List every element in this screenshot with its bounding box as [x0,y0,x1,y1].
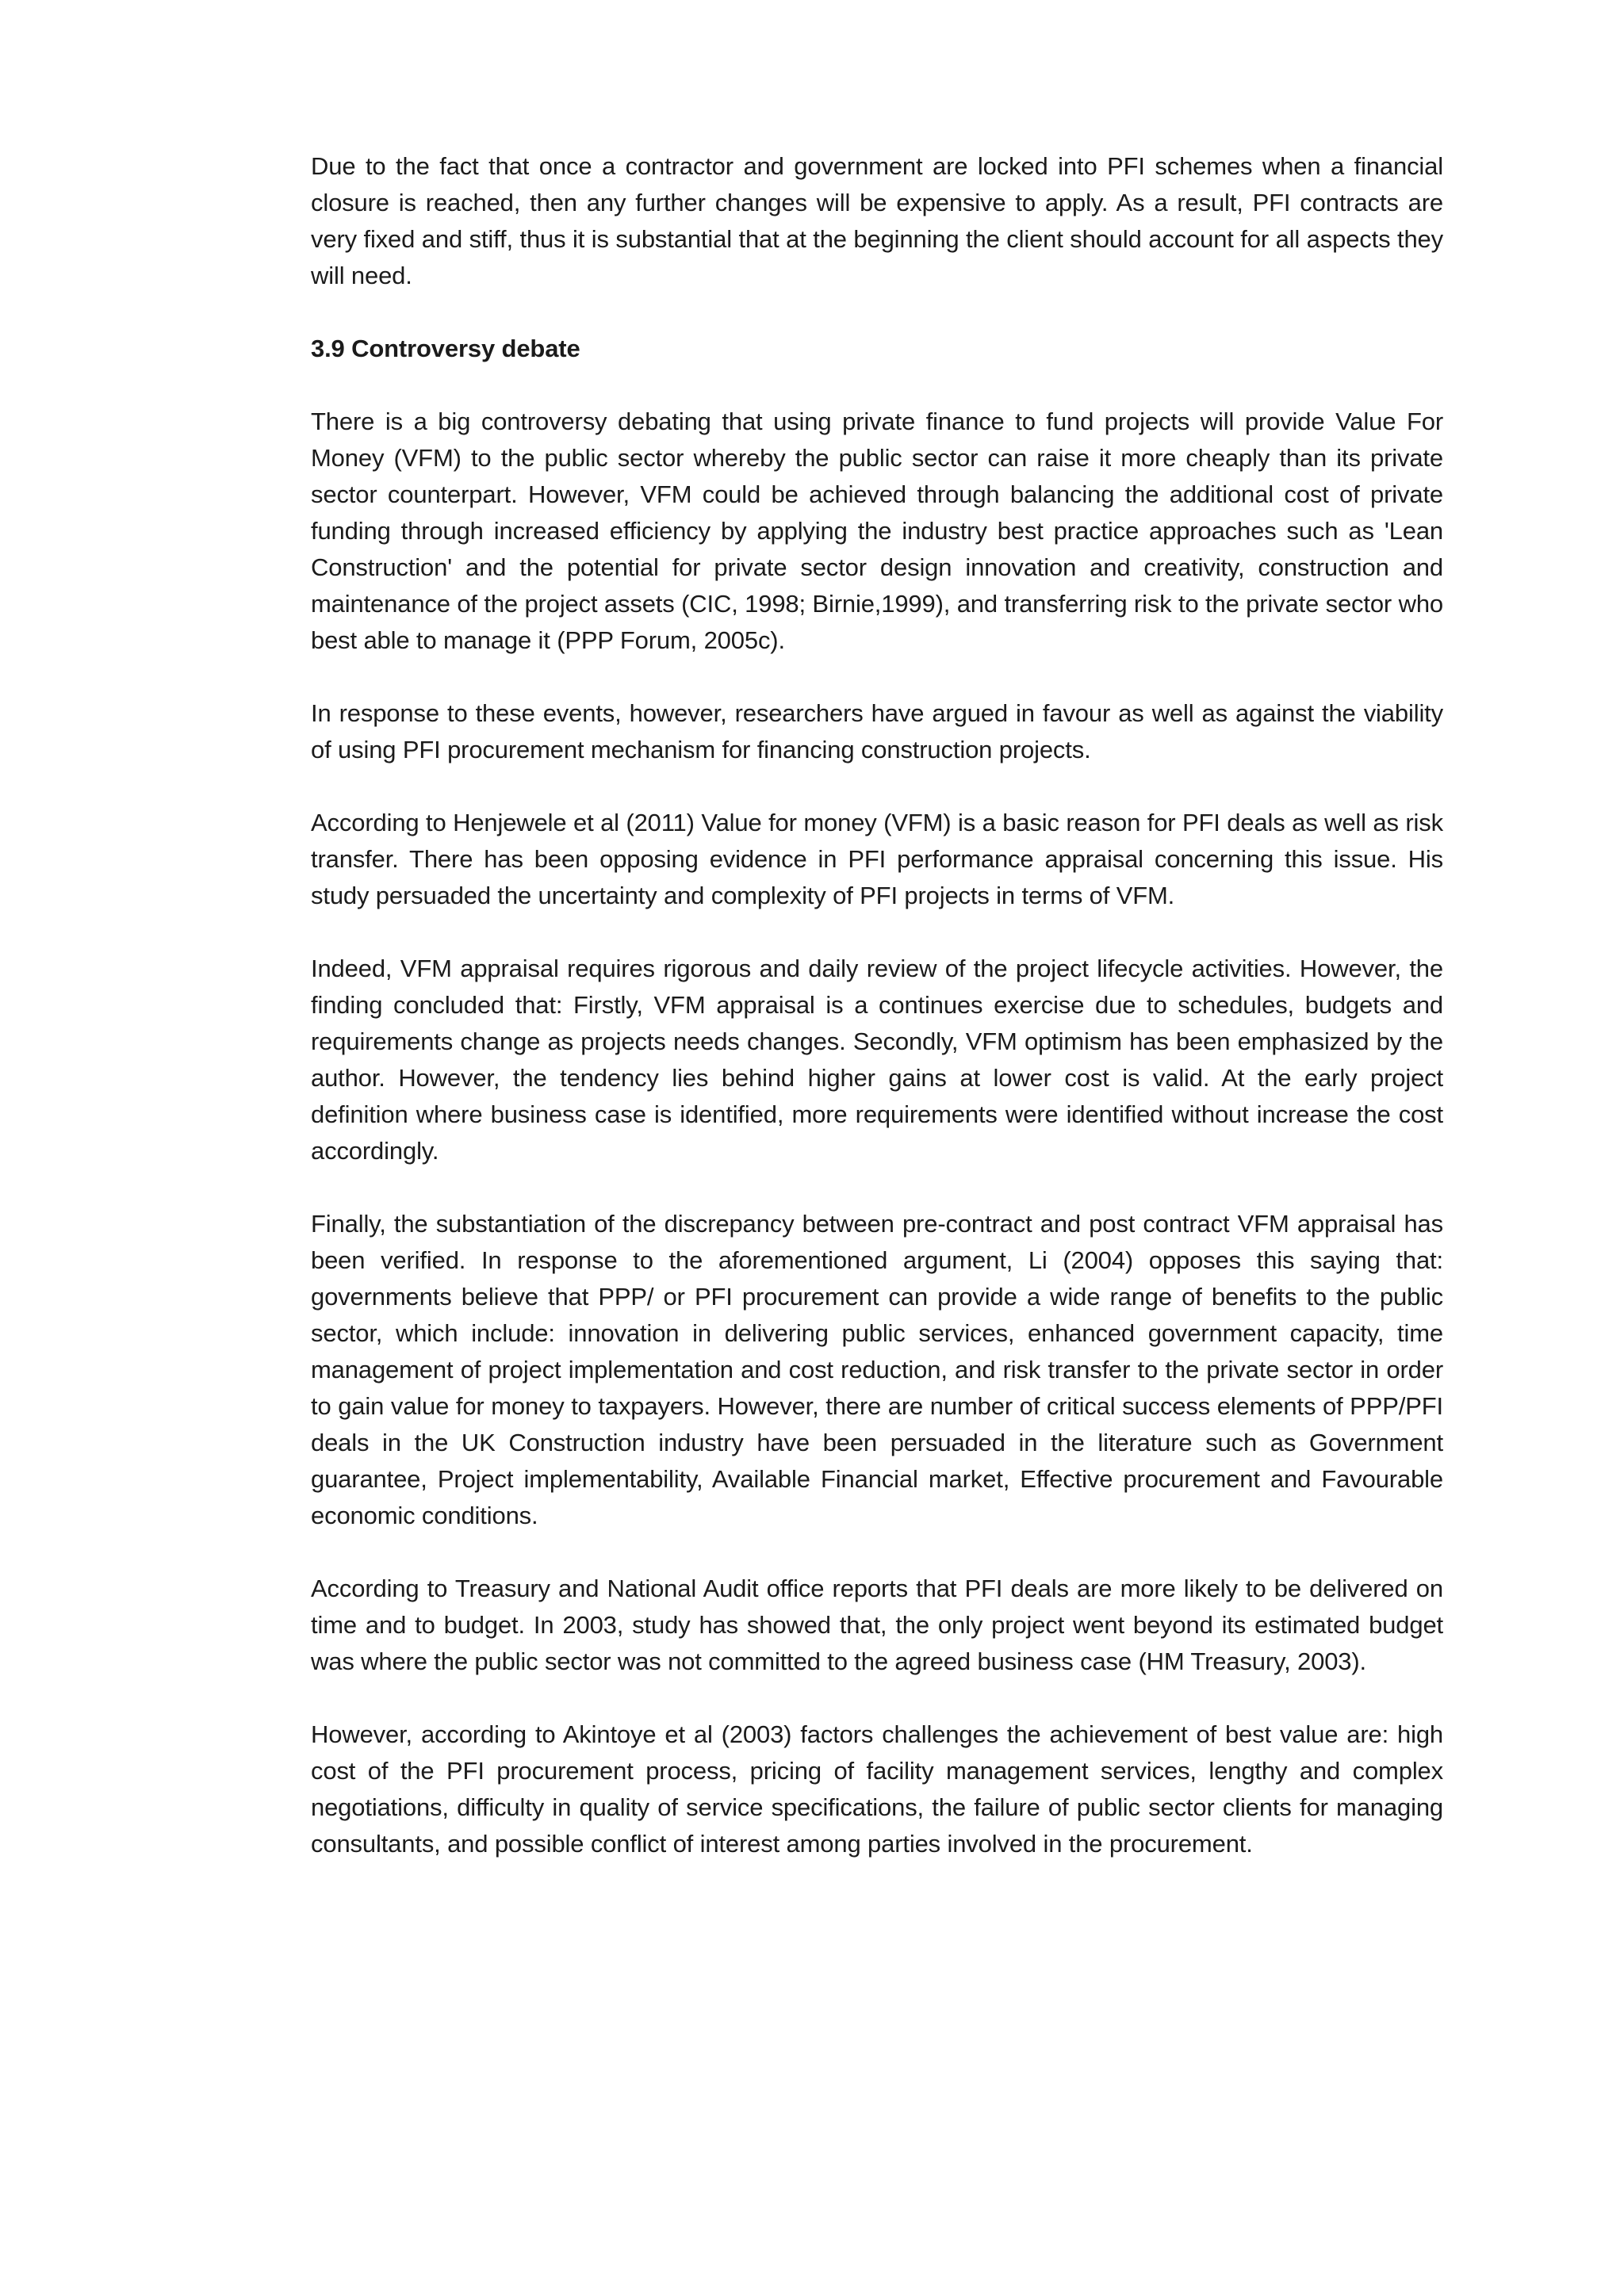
document-body [311,148,1443,1862]
body-paragraph: Indeed, VFM appraisal requires rigorous and daily review of the project lifecycle activities. However, the finding concluded that: Firstly, VFM appraisal is a continues exercise due to schedules, budgets and requirements change as projects needs changes. Secondly, VFM optimism has been emphasized by the author. However, the tendency lies behind higher gains at lower cost is valid. At the early project definition where business case is identified, more requirements were identified without increase the cost accordingly. [311,955,1443,1165]
body-paragraph: There is a big controversy debating that using private finance to fund projects will provide Value For Money (VFM) to the public sector whereby the public sector can raise it more cheaply than its private sector counterpart. However, VFM could be achieved through balancing the additional cost of private funding through increased efficiency by applying the industry best practice approaches such as 'Lean Construction' and the potential for private sector design innovation and creativity, construction and maintenance of the project assets (CIC, 1998; Birnie,1999), and transferring risk to the private sector who best able to manage it (PPP Forum, 2005c). [311,408,1443,654]
intro-paragraph: Due to the fact that once a contractor and government are locked into PFI schemes when a financial closure is reached, then any further changes will be expensive to apply. As a result, PFI contracts are very fixed and stiff, thus it is substantial that at the beginning the client should account for all aspects they will need. [311,152,1443,289]
body-paragraph: According to Treasury and National Audit office reports that PFI deals are more likely to be delivered on time and to budget. In 2003, study has showed that, the only project went beyond its estimated budget was where the public sector was not committed to the agreed business case (HM Treasury, 2003). [311,1575,1443,1675]
body-paragraph: Finally, the substantiation of the discrepancy between pre-contract and post contract VFM appraisal has been verified. In response to the aforementioned argument, Li (2004) opposes this saying that: governments believe that PPP/ or PFI procurement can provide a wide range of benefits to the public sector, which include: innovation in delivering public services, enhanced government capacity, time management of project implementation and cost reduction, and risk transfer to the private sector in order to gain value for money to taxpayers. However, there are number of critical success elements of PPP/PFI deals in the UK Construction industry have been persuaded in the literature such as Government guarantee, Project implementability, Available Financial market, Effective procurement and Favourable economic conditions. [311,1210,1443,1529]
body-paragraph: In response to these events, however, researchers have argued in favour as well as against the viability of using PFI procurement mechanism for financing construction projects. [311,699,1443,763]
section-heading: 3.9 Controversy debate [311,335,580,362]
body-paragraph: According to Henjewele et al (2011) Value for money (VFM) is a basic reason for PFI deals as well as risk transfer. There has been opposing evidence in PFI performance appraisal concerning this issue. His study persuaded the uncertainty and complexity of PFI projects in terms of VFM. [311,809,1443,909]
body-paragraph: However, according to Akintoye et al (2003) factors challenges the achievement of best value are: high cost of the PFI procurement process, pricing of facility management services, lengthy and complex negotiations, difficulty in quality of service specifications, the failure of public sector clients for managing consultants, and possible conflict of interest among parties involved in the procurement. [311,1720,1443,1858]
